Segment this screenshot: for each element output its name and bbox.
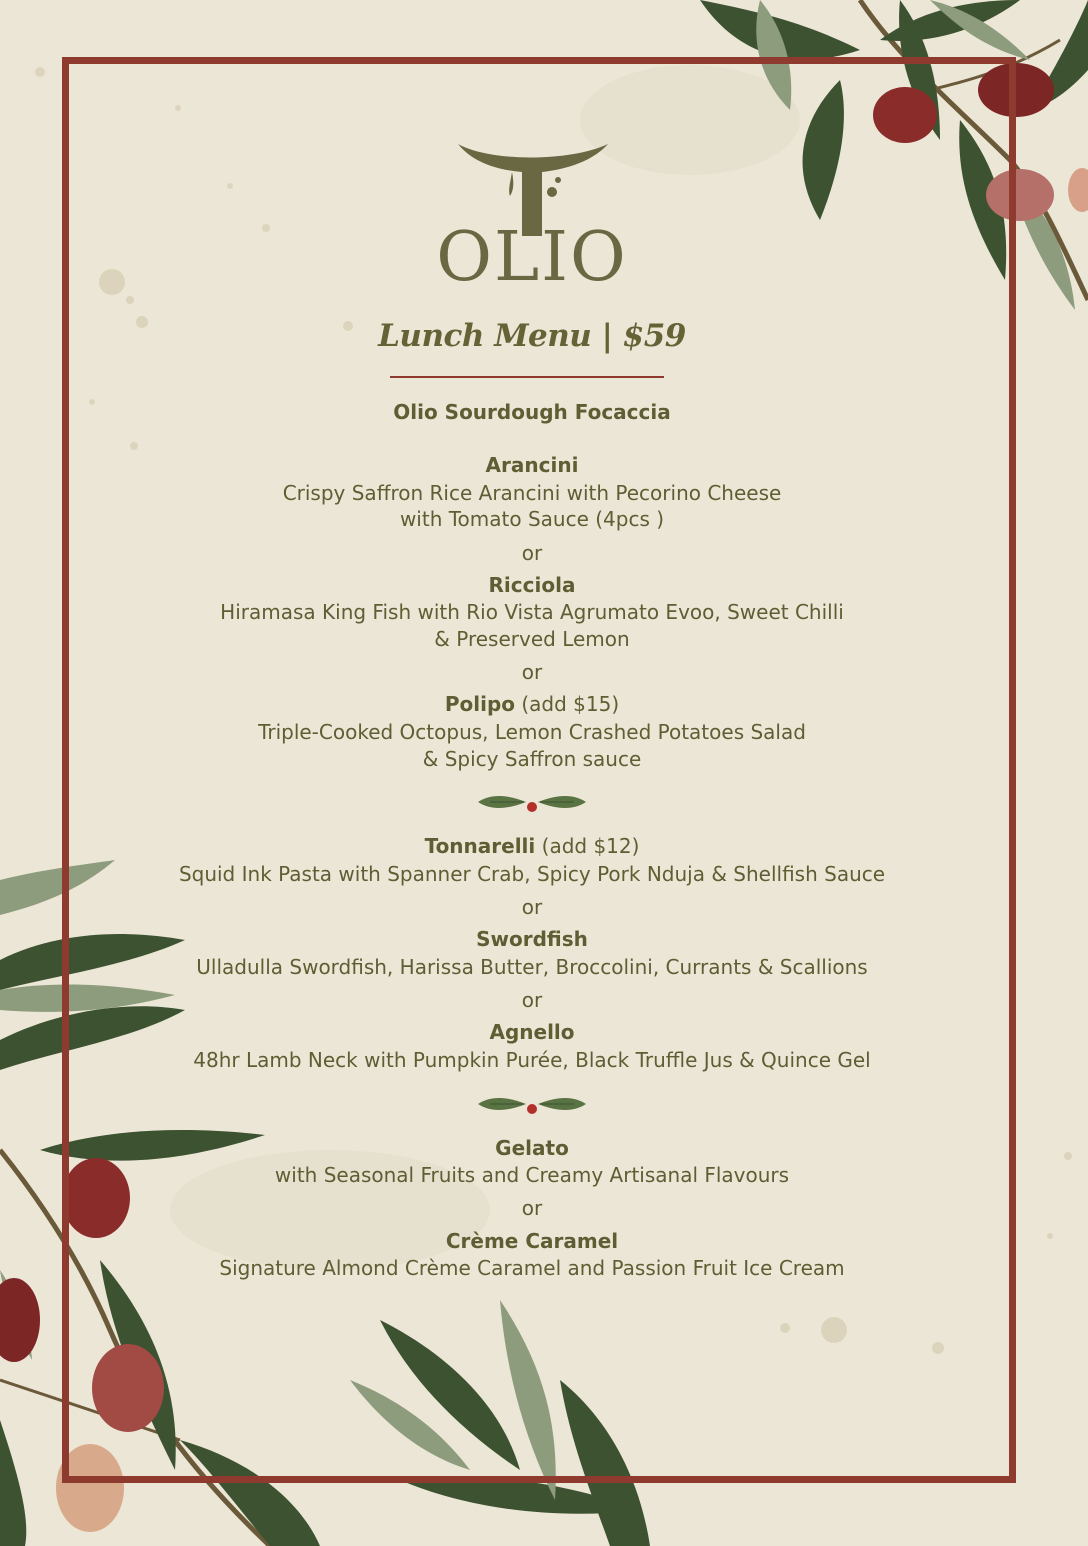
menu-item-name: Ricciola <box>488 573 576 597</box>
menu-item-title <box>80 833 984 859</box>
menu-item-name: Tonnarelli <box>424 834 536 858</box>
holly-divider-icon <box>476 1090 588 1120</box>
menu-item-title <box>80 452 984 478</box>
menu-item-title <box>80 1019 984 1045</box>
menu-item-desc: Crispy Saffron Rice Arancini with Pecorino Cheese <box>282 481 782 505</box>
menu-item-desc: Hiramasa King Fish with Rio Vista Agrumato Evoo, Sweet Chilli <box>220 600 844 624</box>
menu-item-name: Crème Caramel <box>445 1229 619 1253</box>
menu-item-desc: Triple-Cooked Octopus, Lemon Crashed Potatoes Salad <box>258 720 806 744</box>
or-separator: or <box>521 895 543 919</box>
or-separator: or <box>521 541 543 565</box>
menu-item-name: Agnello <box>489 1020 575 1044</box>
menu-item-name: Polipo <box>444 692 516 716</box>
menu-item-desc: & Preserved Lemon <box>434 627 630 651</box>
brand-logo <box>430 140 634 295</box>
or-separator: or <box>521 660 543 684</box>
menu-item-title <box>80 572 984 598</box>
menu-item-title <box>80 1228 984 1254</box>
menu-item-desc: Ulladulla Swordfish, Harissa Butter, Broccolini, Currants & Scallions <box>196 955 868 979</box>
menu-item-name: Swordfish <box>476 927 588 951</box>
menu-item-title <box>80 926 984 952</box>
brand-name: OLIO <box>436 218 628 297</box>
or-separator: or <box>521 1196 543 1220</box>
menu-item-desc: with Tomato Sauce (4pcs ) <box>399 507 665 531</box>
holly-divider-icon <box>476 788 588 818</box>
menu-item-name: Gelato <box>495 1136 569 1160</box>
heading-rule <box>390 376 664 378</box>
menu-heading: Lunch Menu | $59 <box>378 318 686 354</box>
menu-item-name: Arancini <box>485 453 579 477</box>
starter-item: Olio Sourdough Focaccia <box>393 400 671 424</box>
menu-item-extra: (add $15) <box>515 692 620 716</box>
menu-item-title <box>80 1135 984 1161</box>
menu-item-extra: (add $12) <box>535 834 640 858</box>
menu-item-desc: Squid Ink Pasta with Spanner Crab, Spicy Pork Nduja & Shellfish Sauce <box>178 862 886 886</box>
menu-item-title <box>80 691 984 717</box>
menu-item-desc: & Spicy Saffron sauce <box>422 747 642 771</box>
menu-item-desc: with Seasonal Fruits and Creamy Artisanal Flavours <box>274 1163 790 1187</box>
menu-item-desc: 48hr Lamb Neck with Pumpkin Purée, Black Truffle Jus & Quince Gel <box>193 1048 871 1072</box>
menu-item-desc: Signature Almond Crème Caramel and Passion Fruit Ice Cream <box>219 1256 845 1280</box>
menu-content <box>80 0 984 1546</box>
or-separator: or <box>521 988 543 1012</box>
